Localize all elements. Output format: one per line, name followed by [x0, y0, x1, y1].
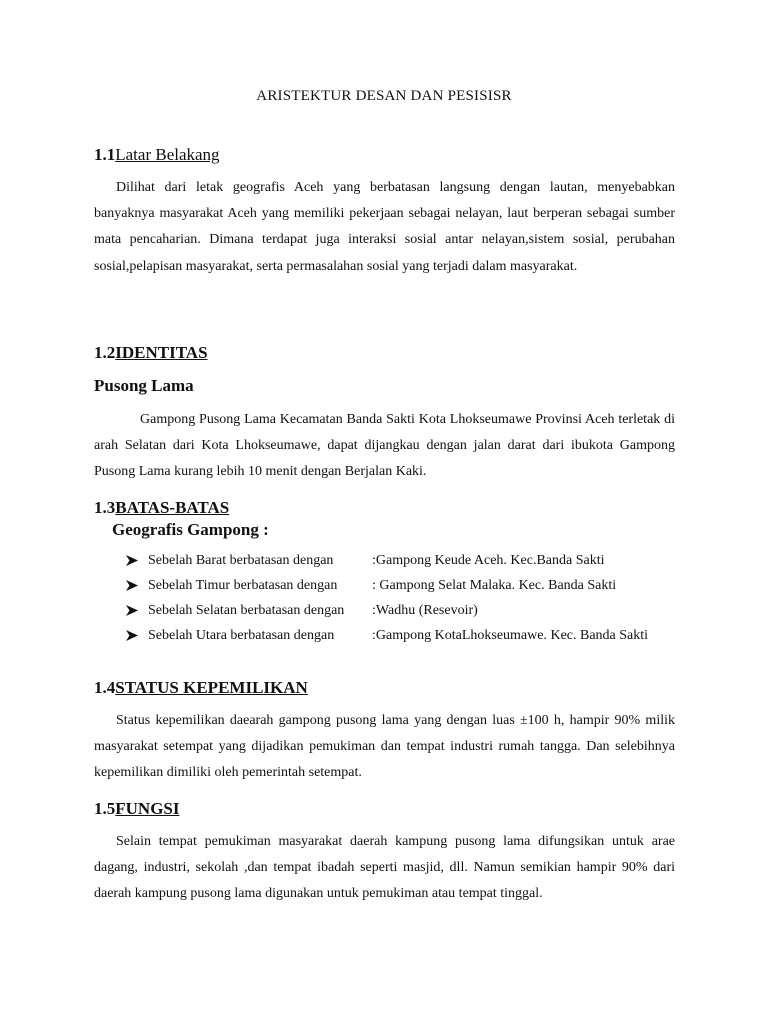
subheading-pusong-lama: Pusong Lama — [94, 376, 194, 395]
section-number: 1.3 — [94, 498, 116, 517]
border-value: :Gampong KotaLhokseumawe. Kec. Banda Sakti — [372, 628, 649, 643]
paragraph-latar-belakang: Dilihat dari letak geografis Aceh yang berbatasan langsung dengan lautan, menyebabkan banyaknya masyarakat Aceh yang memiliki pekerjaan sebagai nelayan, laut berperan sebagai sumber mata pencaharian. Dimana terdapat juga interaksi sosial antar nelayan,sistem sosial, perubahan sosial,pelapisan masyarakat, serta permasalahan sosial yang terjadi dalam masyarakat. — [94, 180, 675, 274]
arrow-bullet-icon — [126, 548, 140, 573]
paragraph-identitas: Gampong Pusong Lama Kecamatan Banda Sakti Kota Lhokseumawe Provinsi Aceh terletak di arah Selatan dari Kota Lhokseumawe, dapat dijangkau dengan jalan darat dari ibukota Gampong Pusong Lama kurang lebih 10 menit dengan Berjalan Kaki. — [94, 412, 675, 480]
list-item — [126, 573, 686, 598]
arrow-bullet-icon — [126, 573, 140, 598]
section-number: 1.5 — [94, 799, 116, 818]
document-title: ARISTEKTUR DESAN DAN PESISISR — [256, 88, 512, 104]
section-title: IDENTITAS — [115, 343, 208, 362]
list-item — [126, 623, 686, 648]
section-title: STATUS KEPEMILIKAN — [115, 678, 308, 697]
border-side: Sebelah Selatan berbatasan dengan — [148, 603, 345, 618]
section-number: 1.2 — [94, 343, 116, 362]
section-heading-fungsi — [94, 799, 179, 819]
section-heading-status-kepemilikan — [94, 678, 308, 698]
border-side: Sebelah Barat berbatasan dengan — [148, 553, 334, 568]
arrow-bullet-icon — [126, 623, 140, 648]
border-side: Sebelah Timur berbatasan dengan — [148, 578, 338, 593]
list-item — [126, 548, 686, 573]
arrow-bullet-icon — [126, 598, 140, 623]
section-heading-batas-batas — [94, 498, 229, 518]
paragraph-status-kepemilikan: Status kepemilikan daearah gampong pusong lama yang dengan luas ±100 h, hampir 90% milik masyarakat setempat yang dijadikan pemukiman dan tempat industri rumah tangga. Dan selebihnya kepemilikan dimiliki oleh pemerintah setempat. — [94, 713, 675, 781]
paragraph-fungsi: Selain tempat pemukiman masyarakat daerah kampung pusong lama difungsikan untuk arae dagang, industri, sekolah ,dan tempat ibadah seperti masjid, dll. Namun semikian hampir 90% dari daerah kampung pusong lama digunakan untuk pemukiman atau tempat tinggal. — [94, 834, 675, 902]
section-number: 1.4 — [94, 678, 116, 697]
section-title: BATAS-BATAS — [115, 498, 230, 517]
section-number: 1.1 — [94, 145, 116, 164]
subheading-geografis-gampong: Geografis Gampong : — [112, 520, 269, 539]
border-side: Sebelah Utara berbatasan dengan — [148, 628, 335, 643]
border-value: : Gampong Selat Malaka. Kec. Banda Sakti — [372, 578, 617, 593]
list-item — [126, 598, 686, 623]
section-heading-latar-belakang — [94, 145, 220, 165]
border-list — [126, 548, 686, 648]
section-heading-identitas — [94, 343, 208, 363]
section-title: FUNGSI — [115, 799, 180, 818]
section-title: Latar Belakang — [115, 145, 220, 164]
border-value: :Wadhu (Resevoir) — [372, 603, 478, 618]
border-value: :Gampong Keude Aceh. Kec.Banda Sakti — [372, 553, 605, 568]
